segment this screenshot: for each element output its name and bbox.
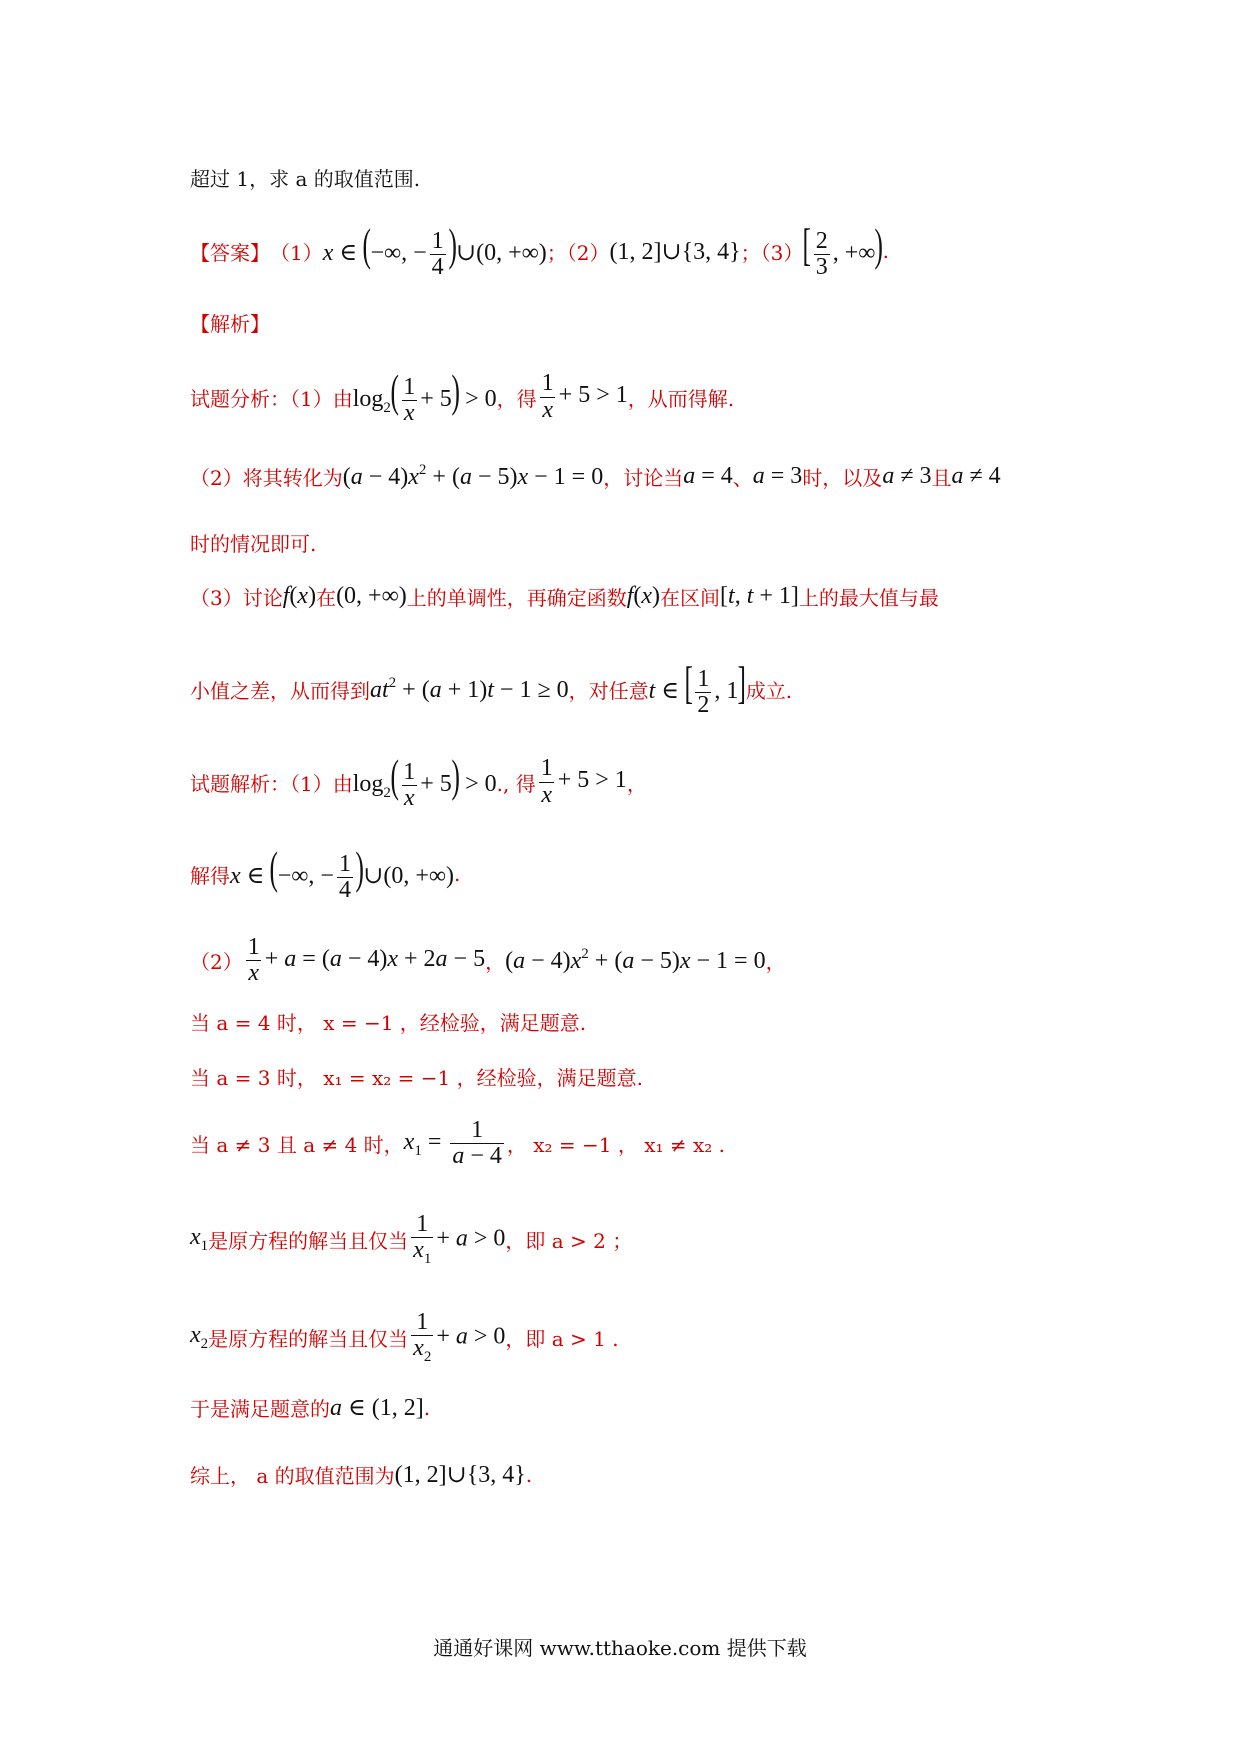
yu-text: 于是满足题意的 — [190, 1397, 330, 1421]
analysis-1-text-b: ，得 — [496, 386, 537, 411]
analysis-1 — [190, 365, 735, 426]
solution-2-label: （2） — [190, 950, 243, 975]
analysis-2-text-e: 且 — [931, 466, 952, 490]
x1-condition — [190, 1212, 632, 1268]
case-a4-text: 当 a = 4 时， x = −1 ，经检验，满足题意. — [190, 1011, 587, 1035]
analysis-heading — [190, 308, 270, 337]
analysis-2-text-d: 时，以及 — [802, 466, 883, 490]
analysis-3-text-g: ，对任意 — [568, 678, 649, 703]
x2-condition-math: $\frac{1}{x_2}$ + a > 0 — [413, 1309, 506, 1366]
solution-1-math-b: $\frac{1}{x}$ + 5 > 1 — [540, 755, 627, 808]
analysis-3-cont — [190, 657, 793, 718]
x1-condition-text-a: 是原方程的解当且仅当 — [208, 1229, 409, 1254]
solution-1-result-end: . — [454, 862, 461, 887]
yu-end: . — [423, 1395, 431, 1420]
solution-1-math-a: $\log_2$( $\frac{1}{x}$ + 5) > 0 — [352, 750, 497, 811]
analysis-1-text-a: 试题分析：（1）由 — [190, 386, 353, 411]
case-a3-text: 当 a = 3 时， x₁ = x₂ = −1 ，经检验，满足题意. — [190, 1066, 643, 1090]
analysis-3-text-c: 上的单调性，再确定函数 — [406, 586, 627, 610]
analysis-2-cond-ne4: a ≠ 4 — [951, 463, 1001, 489]
solution-1-result — [190, 842, 461, 903]
answer-tag: 【答案】 — [190, 240, 270, 265]
line-question-tail — [190, 163, 420, 192]
solution-2 — [190, 935, 786, 986]
analysis-1-math-b: $\frac{1}{x}$ + 5 > 1 — [541, 370, 628, 423]
x2-condition — [190, 1310, 619, 1366]
analysis-3-text-h: 成立. — [745, 678, 793, 703]
analysis-2-text-a: （2）将其转化为 — [190, 466, 343, 490]
solution-2-eq-2: $(a - 4)x^2 + (a - 5)x - 1 = 0$ — [505, 946, 766, 975]
yu-math: a ∈ (1, 2] — [330, 1395, 424, 1421]
x2-condition-text-b: ，即 a > 1 . — [505, 1327, 619, 1352]
analysis-3-ineq: $at^2 + (a + 1)t - 1 \ge 0$ — [370, 674, 569, 703]
question-text: 超过 1，求 a 的取值范围. — [190, 167, 421, 191]
solution-2-sep: ， — [485, 950, 506, 975]
solution-1-text-a: 试题解析：（1）由 — [190, 771, 353, 796]
summary-end: . — [525, 1462, 533, 1487]
case-a3 — [190, 1062, 643, 1091]
answer-part-1-label: （1） — [270, 240, 323, 265]
case-general-text-b: ， x₂ = −1 ， x₁ ≠ x₂ . — [506, 1133, 726, 1158]
answer-sep-2: ；（3） — [740, 240, 804, 265]
x1-condition-math: $\frac{1}{x_1}$ + a > 0 — [413, 1211, 506, 1268]
analysis-2 — [190, 462, 1001, 491]
analysis-3-fx-2: f(x) — [626, 583, 661, 609]
answer-end: . — [882, 239, 890, 264]
x2-condition-text-a: 是原方程的解当且仅当 — [208, 1327, 409, 1352]
x2-symbol: $x_2$ — [190, 1322, 209, 1353]
summary-math: (1, 2]∪{3, 4} — [394, 1462, 526, 1488]
analysis-3-text-f: 小值之差，从而得到 — [190, 678, 370, 703]
answer-line — [190, 219, 890, 280]
analysis-2-cont — [190, 528, 316, 557]
analysis-1-math-a: $\log_2$( $\frac{1}{x}$ + 5) > 0 — [352, 365, 497, 426]
analysis-3-text-d: 在区间 — [660, 586, 721, 610]
answer-sep-1: ；（2） — [546, 240, 610, 265]
analysis-3-trange: t ∈ [ $\frac{1}{2}$ , 1] — [648, 657, 747, 718]
analysis-2-text-c: 、 — [732, 466, 753, 490]
summary-line — [190, 1460, 532, 1489]
analysis-3 — [190, 582, 939, 611]
solution-2-end: ， — [765, 950, 786, 975]
solution-2-eq-1: $\frac{1}{x}$ + a = (a − 4)x + 2a − 5 — [247, 934, 486, 987]
solution-1-text-c: ， — [626, 771, 647, 796]
analysis-3-tt1: [t, t + 1] — [720, 583, 799, 609]
analysis-3-interval: (0, +∞) — [336, 583, 407, 609]
solution-1 — [190, 750, 647, 811]
case-general-text-a: 当 a ≠ 3 且 a ≠ 4 时， — [190, 1133, 404, 1158]
analysis-3-text-e: 上的最大值与最 — [798, 586, 939, 610]
answer-3-math: [ $\frac{2}{3}$ , +∞) — [802, 219, 884, 280]
analysis-2-cond-a3: a = 3 — [752, 463, 803, 489]
answer-1-math: x ∈ (−∞, − $\frac{1}{4}$ )∪(0, +∞) — [322, 219, 547, 280]
answer-2-math: (1, 2]∪{3, 4} — [609, 238, 741, 265]
case-general-x1: $x_1$ = $\frac{1}{a - 4}$ — [403, 1117, 502, 1170]
analysis-2-math-eq: $(a - 4)x^2 + (a - 5)x - 1 = 0$ — [342, 462, 604, 490]
analysis-tag: 【解析】 — [190, 312, 270, 336]
analysis-2-text-b: ，讨论当 — [603, 466, 684, 490]
solution-1-text-b: ., 得 — [496, 771, 536, 796]
analysis-1-text-c: ，从而得解. — [627, 386, 735, 411]
x1-condition-text-b: ，即 a > 2 ； — [505, 1229, 633, 1254]
analysis-2-cond-a4: a = 4 — [683, 463, 733, 489]
analysis-3-fx-1: f(x) — [282, 583, 317, 609]
solution-1-result-text: 解得 — [190, 863, 230, 888]
solution-1-result-math: x ∈ (−∞, − $\frac{1}{4}$ )∪(0, +∞) — [230, 842, 455, 903]
yu-line — [190, 1393, 430, 1422]
summary-text: 综上， a 的取值范围为 — [190, 1464, 395, 1488]
analysis-3-text-a: （3）讨论 — [190, 586, 283, 610]
analysis-3-text-b: 在 — [316, 586, 337, 610]
analysis-2-cond-ne3: a ≠ 3 — [882, 463, 932, 489]
analysis-2-text-f: 时的情况即可. — [190, 532, 317, 556]
case-general — [190, 1118, 725, 1169]
page-footer: 通通好课网 www.tthaoke.com 提供下载 — [433, 1636, 807, 1660]
x1-symbol: $x_1$ — [190, 1224, 209, 1255]
case-a4 — [190, 1007, 586, 1036]
